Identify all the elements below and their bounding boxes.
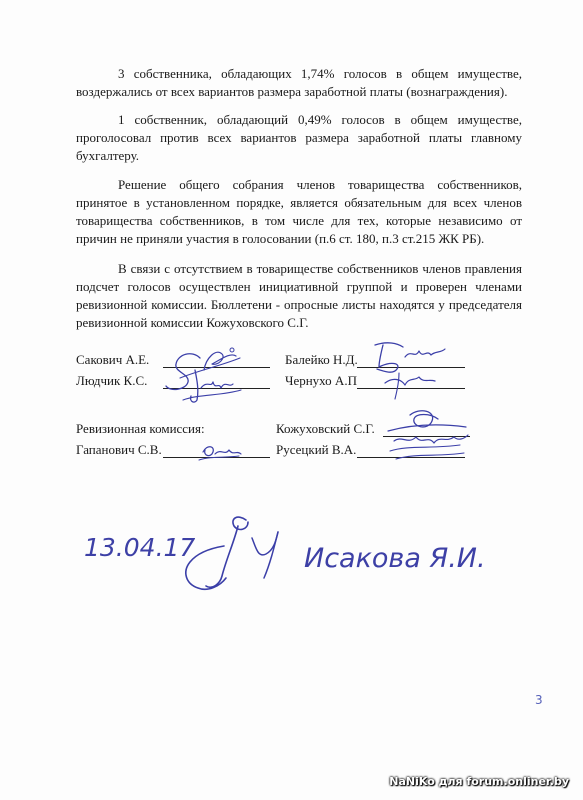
signature-gapanovich: [195, 438, 245, 468]
signer-name: Гапанович С.В.: [76, 442, 162, 457]
paragraph-decision-text: Решение общего собрания членов товарищества собственников, принятое в установленном порядке, является обязательным для всех членов товарищества собственников, в том числе для тех, которые независимо от причин не приняли участия в голосовании (п.6 ст. 180, п.3 ст.215 ЖК РБ).: [76, 177, 522, 246]
paragraph-against-text: 1 собственник, обладающий 0,49% голосов в общем имуществе, проголосовал против всех вариантов размера заработной платы главному бухгалтеру.: [76, 112, 522, 163]
handwritten-name: Исакова Я.И.: [304, 543, 486, 574]
signer-name: Людчик К.С.: [76, 373, 148, 388]
paragraph-abstained: [76, 65, 522, 101]
signer-name: Чернухо А.П: [285, 373, 357, 388]
commission-title: Ревизионная комиссия:: [76, 421, 205, 436]
paragraph-decision: [76, 176, 522, 248]
signer-name: Кожуховский С.Г.: [276, 421, 375, 436]
signature-isakova: [176, 512, 296, 597]
paragraph-against: [76, 111, 522, 165]
signature-kozhukhovsky: [380, 405, 475, 470]
signer-name: Сакович А.Е.: [76, 352, 150, 367]
signature-baleyko: [365, 337, 450, 407]
page-number: 3: [535, 693, 543, 707]
paragraph-vote-count: [76, 260, 522, 332]
handwritten-date: 13.04.17: [84, 533, 196, 562]
paragraph-vote-count-text: В связи с отсутствием в товариществе собственников членов правления подсчет голосов осуществлен инициативной группой и проверен членами ревизионной комиссии. Бюллетени - опросные листы находятся у председателя ревизионной комиссии Кожуховского С.Г.: [76, 261, 522, 330]
signature-lyudchik: [175, 364, 250, 409]
signer-name: Русецкий В.А.: [276, 442, 357, 457]
paragraph-abstained-text: 3 собственника, обладающих 1,74% голосов в общем имуществе, воздержались от всех вариантов размера заработной платы (вознаграждения).: [76, 66, 522, 99]
forum-watermark: NaNiKo для forum.onliner.by: [389, 775, 569, 788]
signer-name: Балейко Н.Д.: [285, 352, 358, 367]
